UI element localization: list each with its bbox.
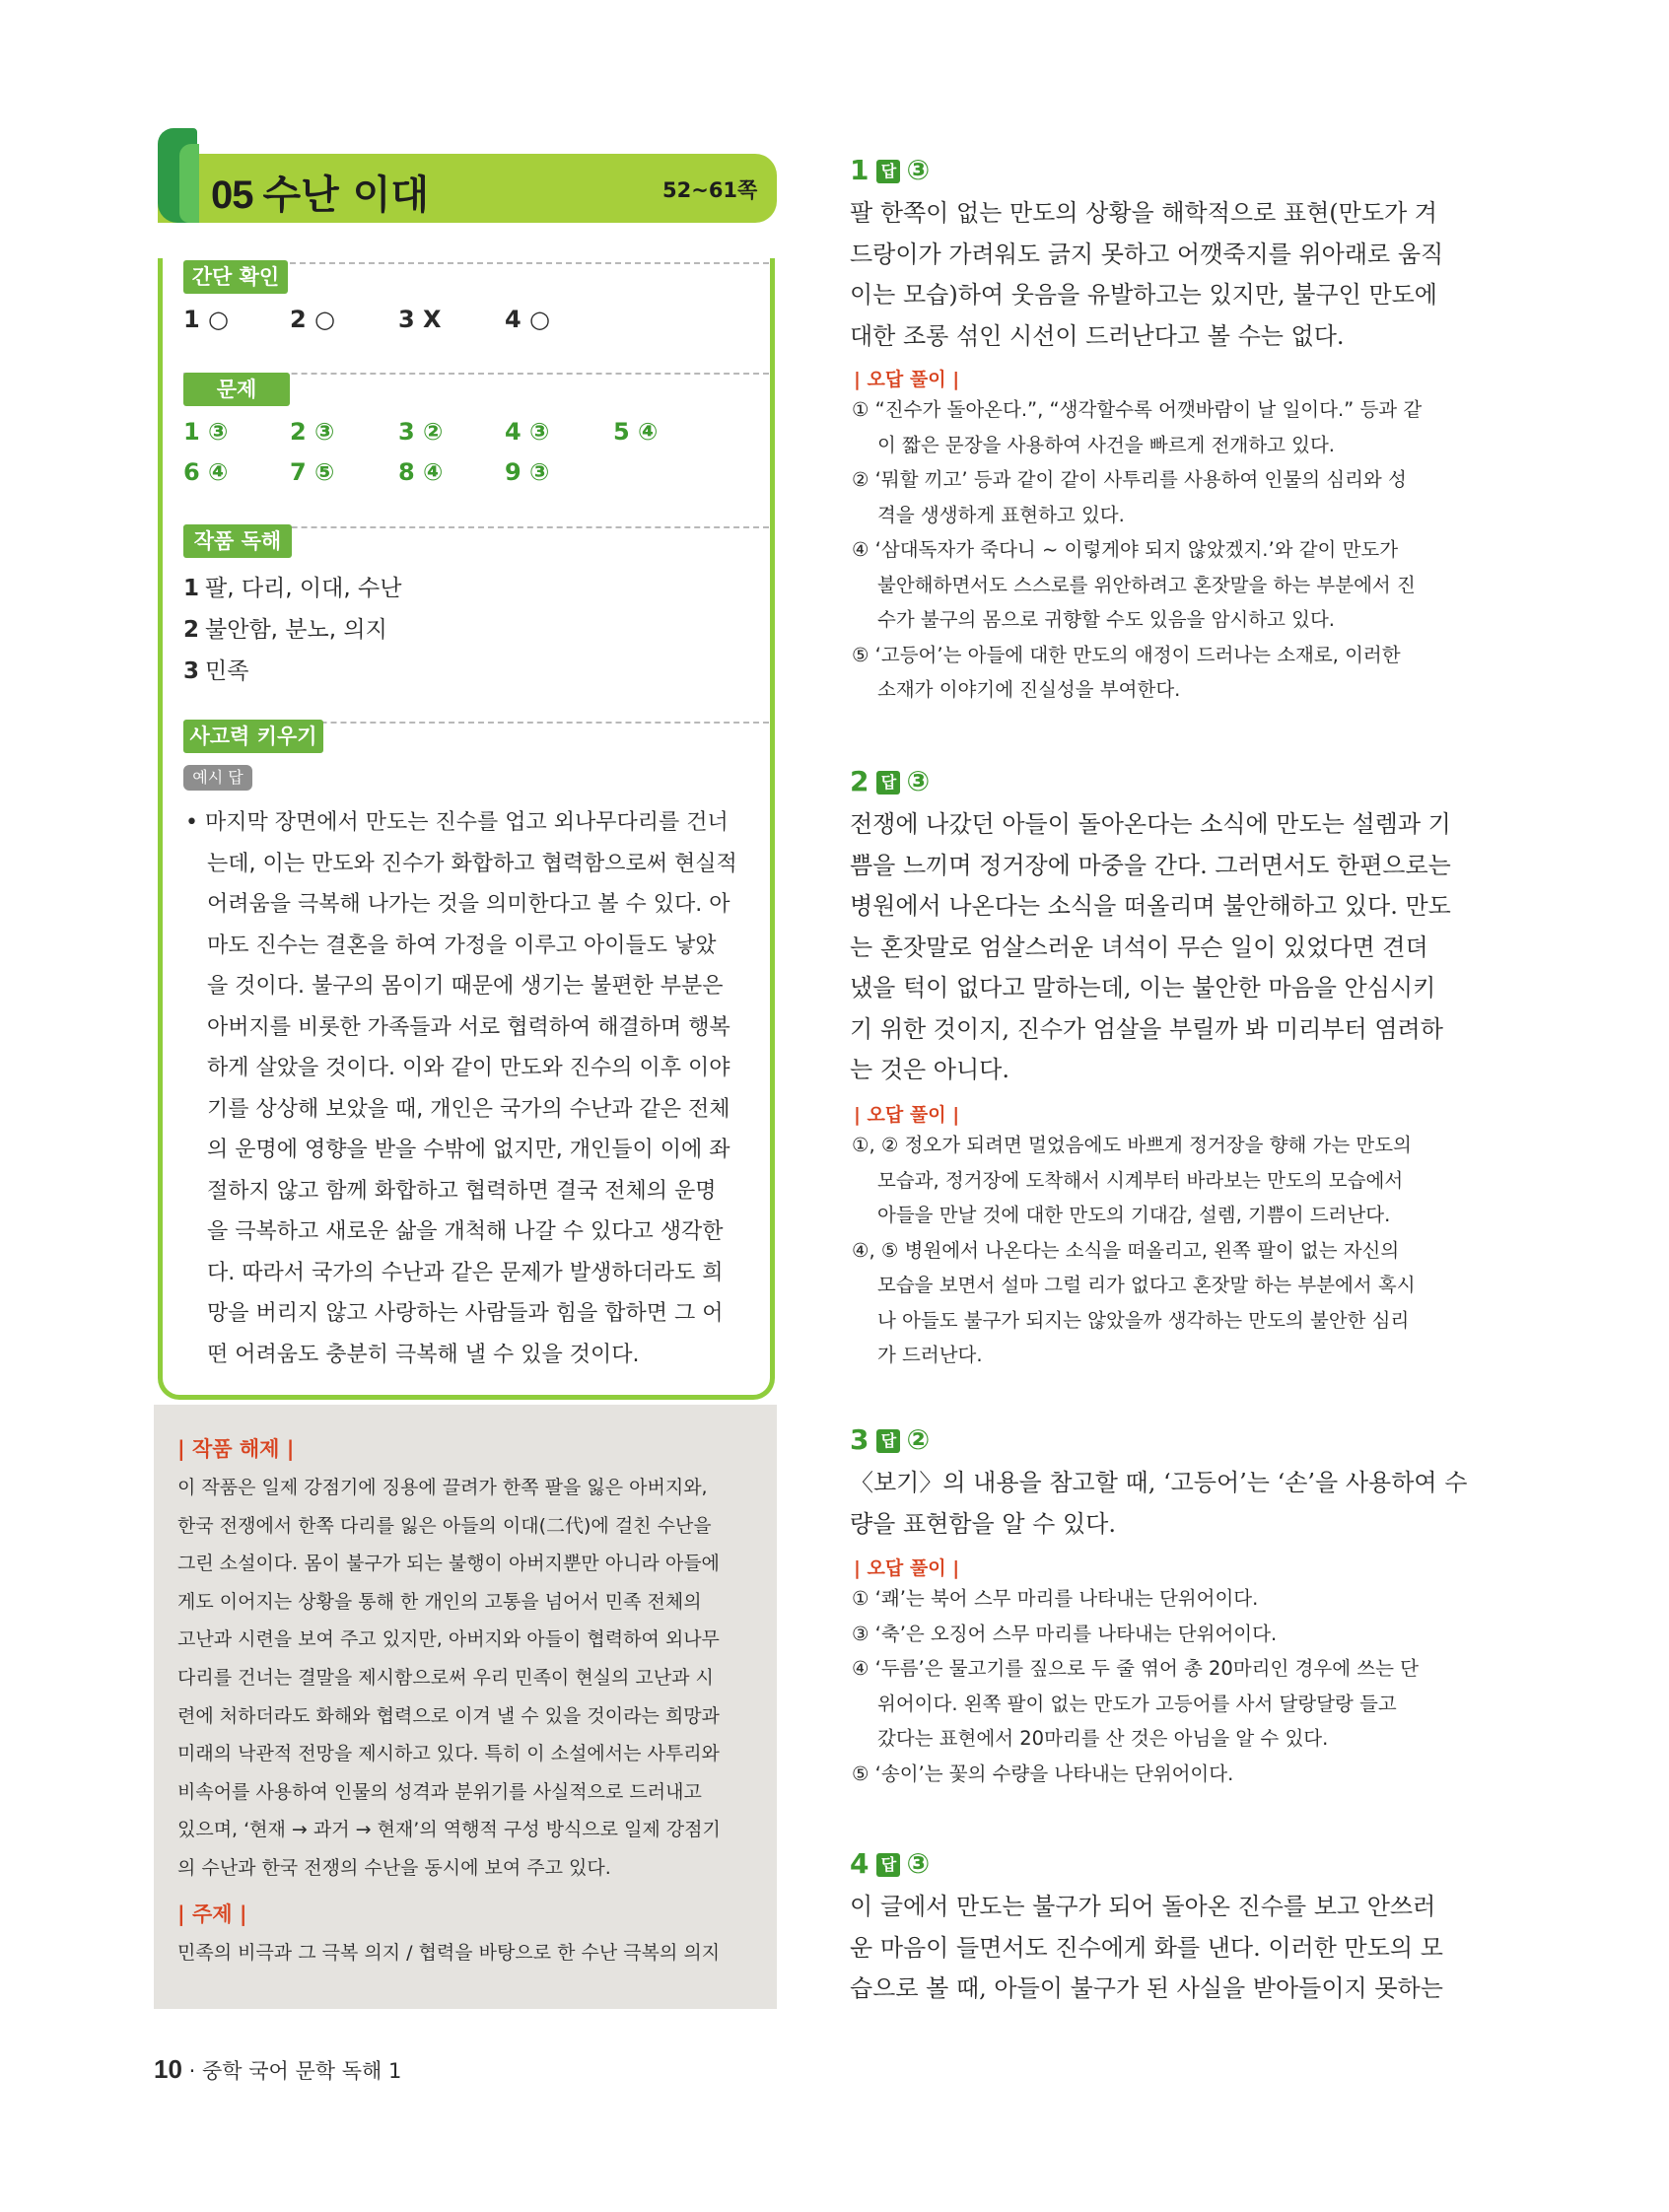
sagoryeok-essay [185,802,749,1375]
explanation-line: 는 것은 아니다. [850,1056,1009,1083]
dokhae-text: 민족 [205,658,249,684]
essay-line: 떤 어려움도 충분히 극복해 낼 수 있을 것이다. [207,1342,640,1367]
odap-line: 수가 불구의 몸으로 귀향할 수도 있음을 암시하고 있다. [877,608,1336,631]
answer-choice: ② [906,1423,931,1456]
essay-line: 어려움을 극복해 나가는 것을 의미한다고 볼 수 있다. 아 [207,892,730,917]
munje-answer: 3 ② [398,418,444,446]
q2-wrong-answers [852,1128,1416,1373]
answer-heading-q3 [850,1423,930,1456]
munje-answer: 1 ③ [183,418,229,446]
odap-line: ④ ‘두름’은 물고기를 짚으로 두 줄 엮어 총 20마리인 경우에 쓰는 단 [852,1657,1419,1680]
odap-line: ③ ‘축’은 오징어 스무 마리를 나타내는 단위어이다. [852,1622,1278,1645]
section-label-ganddan: 간단 확인 [183,260,288,294]
odap-line: 아들을 만날 것에 대한 만도의 기대감, 설렘, 기쁨이 드러난다. [877,1204,1391,1226]
haeje-line: 게도 이어지는 상황을 통해 한 개인의 고통을 넘어서 민족 전체의 [177,1590,702,1613]
book-title: · 중학 국어 문학 독해 1 [188,2059,402,2083]
munje-answer: 5 ④ [613,418,659,446]
essay-line: 을 것이다. 불구의 몸이기 때문에 생기는 불편한 부분은 [207,974,724,999]
essay-line: 의 운명에 영향을 받을 수밖에 없지만, 개인들이 이에 좌 [207,1138,730,1162]
question-number: 3 [850,1423,869,1456]
q3-explanation [850,1463,1467,1545]
munje-answer: 4 ③ [505,418,550,446]
divider [290,262,769,264]
haeje-line: 비속어를 사용하여 인물의 성격과 분위기를 사실적으로 드러내고 [177,1780,702,1803]
odap-line: 격을 생생하게 표현하고 있다. [877,503,1125,526]
section-label-sagoryeok: 사고력 키우기 [183,720,323,753]
essay-line: 망을 버리지 않고 사랑하는 사람들과 힘을 합하면 그 어 [207,1301,724,1326]
question-number: 2 [850,765,869,797]
odap-line: 가 드러난다. [877,1344,983,1366]
juje-text [177,1934,720,1972]
haeje-text [177,1469,721,1888]
q1-explanation [850,193,1443,357]
odap-line: 이 짧은 문장을 사용하여 사건을 빠르게 전개하고 있다. [877,433,1336,456]
chapter-title [211,164,429,220]
page-footer [154,2054,401,2085]
answer-heading-q1 [850,154,930,186]
munje-answer: 2 ③ [290,418,335,446]
odap-line: ①, ② 정오가 되려면 멀었음에도 바쁘게 정거장을 향해 가는 만도의 [852,1134,1412,1156]
explanation-line: 운 마음이 들면서도 진수에게 화를 낸다. 이러한 만도의 모 [850,1933,1443,1962]
odap-line: ② ‘뭐할 끼고’ 등과 같이 같이 사투리를 사용하여 인물의 심리와 성 [852,468,1407,491]
odap-line: ① ‘쾌’는 북어 스무 마리를 나타내는 단위어이다. [852,1587,1259,1610]
odap-line: 불안해하면서도 스스로를 위안하려고 혼잣말을 하는 부분에서 진 [877,573,1416,596]
question-number: 1 [850,154,869,186]
ganddan-item: 2 ○ [290,306,335,333]
odap-line: 갔다는 표현에서 20마리를 산 것은 아님을 알 수 있다. [877,1727,1329,1750]
haeje-line: 있으며, ‘현재 → 과거 → 현재’의 역행적 구성 방식으로 일제 강점기 [177,1819,721,1841]
explanation-line: 전쟁에 나갔던 아들이 돌아온다는 소식에 만도는 설렘과 기 [850,810,1451,838]
juje-heading: | 주제 | [177,1902,247,1926]
haeje-line: 다리를 건너는 결말을 제시함으로써 우리 민족이 현실의 고난과 시 [177,1666,714,1689]
juje-line: 민족의 비극과 그 극복 의지 / 협력을 바탕으로 한 수난 극복의 의지 [177,1942,721,1964]
essay-line: 하게 살았을 것이다. 이와 같이 만도와 진수의 이후 이야 [207,1056,730,1080]
munje-answer: 6 ④ [183,458,229,486]
munje-answer: 7 ⑤ [290,458,335,486]
ganddan-item: 1 ○ [183,306,229,333]
page-number: 10 [154,2054,182,2084]
odap-line: 모습과, 정거장에 도착해서 시계부터 바라보는 만도의 모습에서 [877,1168,1404,1192]
dokhae-line [183,570,401,602]
explanation-line: 는 혼잣말로 엄살스러운 녀석이 무슨 일이 있었다면 견뎌 [850,933,1428,961]
explanation-line: 량을 표현함을 알 수 있다. [850,1509,1116,1538]
haeje-line: 련에 처하더라도 화해와 협력으로 이겨 낼 수 있을 것이라는 희망과 [177,1704,720,1727]
q1-wrong-answers [852,392,1422,708]
explanation-line: 대한 조롱 섞인 시선이 드러난다고 볼 수는 없다. [850,321,1345,350]
munje-answer: 8 ④ [398,458,444,486]
explanation-line: 팔 한쪽이 없는 만도의 상황을 해학적으로 표현(만도가 겨 [850,199,1437,227]
explanation-line: 이 글에서 만도는 불구가 되어 돌아온 진수를 보고 안쓰러 [850,1893,1436,1920]
haeje-line: 미래의 낙관적 전망을 제시하고 있다. 특히 이 소설에서는 사투리와 [177,1743,720,1765]
answer-choice: ③ [906,154,931,186]
dokhae-num: 2 [183,617,200,643]
haeje-line: 고난과 시련을 보여 주고 있지만, 아버지와 아들이 협력하여 외나무 [177,1628,720,1651]
answer-choice: ③ [906,765,931,797]
question-number: 4 [850,1847,869,1880]
explanation-line: 드랑이가 가려워도 긁지 못하고 어깻죽지를 위아래로 움직 [850,240,1444,268]
essay-line: 다. 따라서 국가의 수난과 같은 문제가 발생하더라도 희 [207,1260,724,1285]
odap-line: ④ ‘삼대독자가 죽다니 ~ 이렇게야 되지 않았겠지.’와 같이 만도가 [852,538,1399,561]
haeje-line: 이 작품은 일제 강점기에 징용에 끌려가 한쪽 팔을 잃은 아버지와, [177,1477,708,1498]
haeje-line: 의 수난과 한국 전쟁의 수난을 동시에 보여 주고 있다. [177,1856,611,1879]
example-answer-badge: 예시 답 [183,765,252,791]
dokhae-line [183,653,248,685]
explanation-line: 기 위한 것이지, 진수가 엄살을 부릴까 봐 미리부터 염려하 [850,1014,1443,1043]
essay-line: 기를 상상해 보았을 때, 개인은 국가의 수난과 같은 전체 [207,1096,730,1122]
odap-line: 소재가 이야기에 진실성을 부여한다. [877,678,1181,701]
answer-choice: ③ [906,1847,931,1880]
dokhae-num: 3 [183,658,200,684]
essay-line: 절하지 않고 함께 화합하고 협력하면 결국 전체의 운명 [207,1178,717,1204]
explanation-line: 습으로 볼 때, 아들이 불구가 된 사실을 받아들이지 못하는 [850,1974,1443,2002]
dokhae-text: 불안함, 분노, 의지 [205,617,387,643]
essay-line: • 마지막 장면에서 만도는 진수를 업고 외나무다리를 건너 [185,810,729,835]
odap-line: ⑤ ‘송이’는 꽃의 수량을 나타내는 단위어이다. [852,1762,1234,1785]
chapter-tab-highlight [179,144,199,223]
odap-line: ⑤ ‘고등어’는 아들에 대한 만도의 애정이 드러나는 소재로, 이러한 [852,643,1401,666]
q2-explanation [850,804,1451,1091]
munje-answer: 9 ③ [505,458,550,486]
section-label-dokhae: 작품 독해 [183,524,292,558]
section-label-munje: 문제 [183,373,290,406]
dokhae-line [183,611,387,644]
answer-badge: 답 [876,160,900,183]
ganddan-item: 3 X [398,306,442,333]
answer-badge: 답 [876,1429,900,1453]
essay-line: 을 극복하고 새로운 삶을 개척해 나갈 수 있다고 생각한 [207,1219,724,1244]
dokhae-num: 1 [183,576,200,601]
explanation-line: 병원에서 나온다는 소식을 떠올리며 불안해하고 있다. 만도 [850,892,1451,920]
answer-badge: 답 [876,771,900,795]
odap-line: ① “진수가 돌아온다.”, “생각할수록 어깻바람이 날 일이다.” 등과 같 [852,398,1423,421]
haeje-line: 그린 소설이다. 몸이 불구가 되는 불행이 아버지뿐만 아니라 아들에 [177,1553,720,1575]
haeje-line: 한국 전쟁에서 한쪽 다리를 잃은 아들의 이대(二代)에 걸친 수난을 [177,1514,712,1537]
chapter-number: 05 [211,173,253,217]
explanation-line: 〈보기〉의 내용을 참고할 때, ‘고등어’는 ‘손’을 사용하여 수 [850,1469,1468,1496]
explanation-line: 쁨을 느끼며 정거장에 마중을 간다. 그러면서도 한편으로는 [850,851,1451,879]
essay-line: 아버지를 비롯한 가족들과 서로 협력하여 해결하며 행복 [207,1014,730,1040]
haeje-heading: | 작품 해제 | [177,1437,295,1461]
explanation-line: 이는 모습)하여 웃음을 유발하고는 있지만, 불구인 만도에 [850,281,1437,309]
odap-line: 모습을 보면서 설마 그럴 리가 없다고 혼잣말 하는 부분에서 혹시 [877,1274,1416,1296]
odap-line: 나 아들도 불구가 되지는 않았을까 생각하는 만도의 불안한 심리 [877,1308,1410,1332]
answer-badge: 답 [876,1853,900,1877]
essay-line: 마도 진수는 결혼을 하여 가정을 이루고 아이들도 낳았 [207,933,717,958]
odap-heading: | 오답 풀이 | [854,1557,960,1579]
essay-line: 는데, 이는 만도와 진수가 화합하고 협력함으로써 현실적 [207,851,737,876]
odap-line: ④, ⑤ 병원에서 나온다는 소식을 떠올리고, 왼쪽 팔이 없는 자신의 [852,1238,1400,1262]
chapter-name: 수난 이대 [262,173,429,218]
odap-line: 위어이다. 왼쪽 팔이 없는 만도가 고등어를 사서 달랑달랑 들고 [877,1692,1397,1715]
answer-heading-q4 [850,1847,930,1880]
q4-explanation [850,1887,1443,2010]
odap-heading: | 오답 풀이 | [854,369,960,390]
odap-heading: | 오답 풀이 | [854,1104,960,1126]
q3-wrong-answers [852,1581,1419,1791]
answer-heading-q2 [850,765,930,797]
chapter-pages: 52~61쪽 [662,178,758,202]
dokhae-text: 팔, 다리, 이대, 수난 [205,576,402,601]
explanation-line: 냈을 턱이 없다고 말하는데, 이는 불안한 마음을 안심시키 [850,974,1436,1002]
ganddan-item: 4 ○ [505,306,550,333]
